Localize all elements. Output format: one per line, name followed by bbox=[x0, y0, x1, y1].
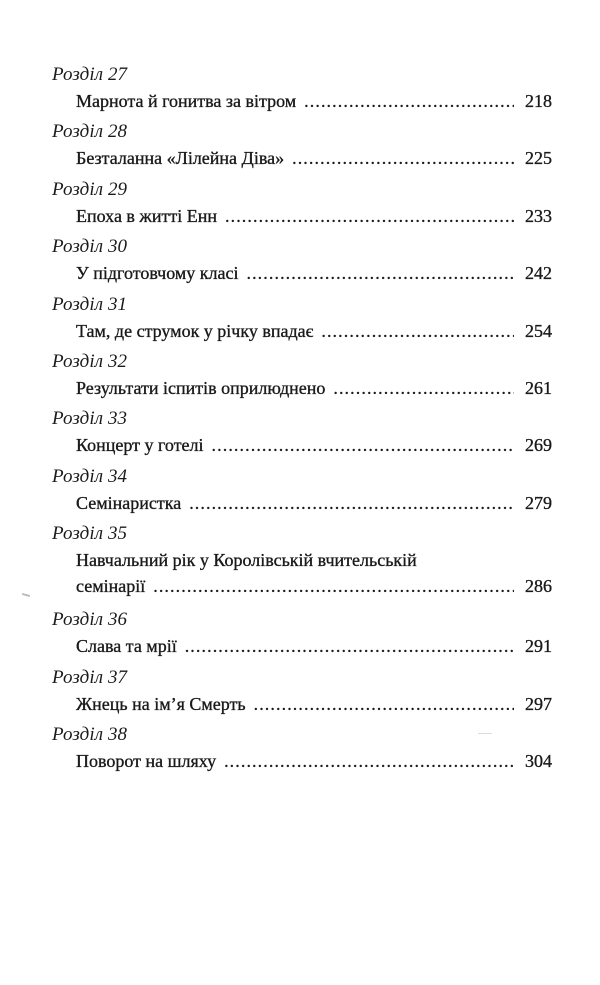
chapter-label: Розділ 28 bbox=[52, 121, 128, 143]
chapter-title-row bbox=[52, 573, 552, 599]
toc-entry-28 bbox=[52, 119, 552, 176]
dot-leader bbox=[212, 432, 514, 458]
scan-artifact-mark bbox=[22, 593, 30, 597]
dot-leader bbox=[225, 203, 514, 229]
chapter-title-row bbox=[52, 432, 552, 458]
dot-leader bbox=[304, 88, 514, 114]
chapter-label: Розділ 37 bbox=[52, 666, 128, 688]
toc-entry-30 bbox=[52, 234, 552, 291]
chapter-label: Розділ 33 bbox=[52, 408, 128, 430]
toc-entry-32 bbox=[52, 349, 552, 406]
chapter-label: Розділ 31 bbox=[52, 293, 128, 315]
chapter-title-row bbox=[52, 375, 552, 401]
chapter-title-row bbox=[52, 691, 552, 717]
chapter-title: Результати іспитів оприлюднено bbox=[76, 377, 326, 398]
page-number: 304 bbox=[525, 750, 552, 771]
chapter-title: Жнець на ім’я Смерть bbox=[76, 693, 246, 714]
dot-leader bbox=[321, 318, 514, 344]
dot-leader bbox=[246, 260, 514, 286]
chapter-title-row bbox=[52, 748, 552, 774]
page-number: 291 bbox=[525, 636, 552, 657]
chapter-label: Розділ 35 bbox=[52, 523, 128, 545]
toc-entry-38 bbox=[52, 722, 552, 779]
dot-leader bbox=[333, 375, 514, 401]
chapter-title: Марнота й гонитва за вітром bbox=[76, 91, 297, 111]
chapter-title: Семінаристка bbox=[76, 492, 182, 513]
page-number: 218 bbox=[525, 91, 552, 111]
dot-leader bbox=[185, 633, 514, 659]
chapter-label: Розділ 29 bbox=[52, 178, 128, 200]
chapter-title: Концерт у готелі bbox=[76, 435, 204, 456]
chapter-label: Розділ 30 bbox=[52, 236, 128, 258]
page-number: 286 bbox=[525, 576, 552, 597]
chapter-title-row bbox=[52, 88, 552, 114]
dot-leader bbox=[224, 748, 514, 774]
chapter-title-row bbox=[52, 203, 552, 229]
chapter-title-line-2: семінарії bbox=[76, 576, 146, 597]
page-number: 242 bbox=[525, 263, 552, 284]
page-number: 297 bbox=[525, 693, 552, 714]
toc-entry-31 bbox=[52, 292, 552, 349]
chapter-title-row bbox=[52, 260, 552, 286]
toc-entry-29 bbox=[52, 177, 552, 234]
dot-leader bbox=[254, 691, 514, 717]
toc-entry-37 bbox=[52, 665, 552, 722]
page-number: 225 bbox=[525, 148, 552, 169]
toc-entry-33 bbox=[52, 406, 552, 463]
scan-artifact-speck bbox=[478, 733, 492, 734]
page-number: 254 bbox=[525, 320, 552, 341]
page-number: 261 bbox=[525, 377, 552, 398]
table-of-contents bbox=[52, 62, 552, 779]
chapter-title: Безталанна «Лілейна Діва» bbox=[76, 148, 285, 169]
chapter-label: Розділ 27 bbox=[52, 64, 128, 85]
toc-entry-27 bbox=[52, 62, 552, 119]
toc-entry-35 bbox=[52, 521, 552, 607]
chapter-title-row bbox=[52, 490, 552, 516]
chapter-title-row bbox=[52, 145, 552, 171]
dot-leader bbox=[292, 145, 514, 171]
chapter-title-row bbox=[52, 318, 552, 344]
chapter-title-line-1: Навчальний рік у Королівській вчительській bbox=[76, 550, 417, 571]
page-number: 233 bbox=[525, 205, 552, 226]
chapter-title-row bbox=[52, 633, 552, 659]
dot-leader bbox=[153, 573, 514, 599]
chapter-label: Розділ 34 bbox=[52, 465, 128, 487]
chapter-label: Розділ 36 bbox=[52, 609, 128, 631]
page-number: 269 bbox=[525, 435, 552, 456]
page-number: 279 bbox=[525, 492, 552, 513]
chapter-title: Слава та мрії bbox=[76, 636, 177, 657]
chapter-title: Поворот на шляху bbox=[76, 750, 217, 771]
toc-entry-34 bbox=[52, 464, 552, 521]
chapter-label: Розділ 38 bbox=[52, 723, 128, 745]
chapter-title: У підготовчому класі bbox=[76, 263, 239, 284]
dot-leader bbox=[189, 490, 514, 516]
chapter-title: Там, де струмок у річку впадає bbox=[76, 320, 314, 341]
toc-entry-36 bbox=[52, 607, 552, 664]
chapter-label: Розділ 32 bbox=[52, 350, 128, 372]
chapter-title: Епоха в житті Енн bbox=[76, 205, 217, 226]
